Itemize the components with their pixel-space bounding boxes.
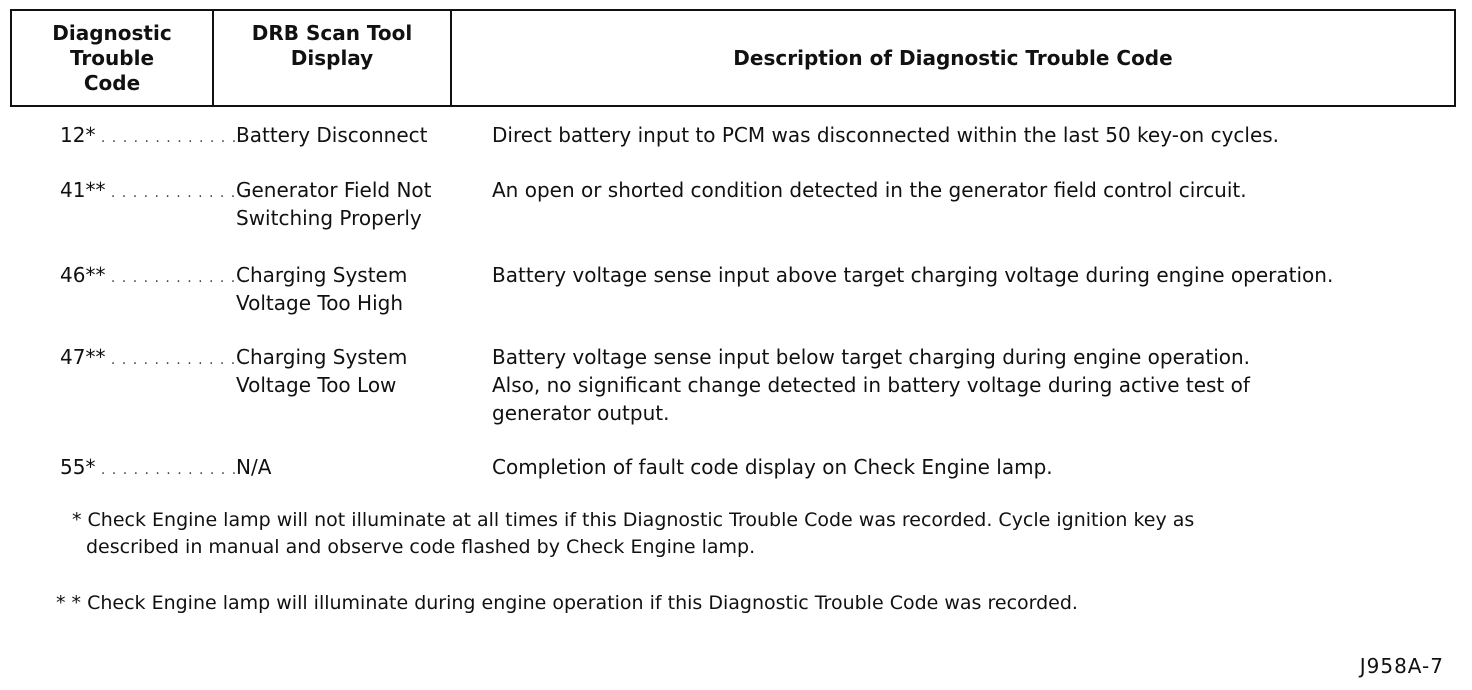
header-code-line: Trouble (69, 45, 155, 70)
header-trouble-code (12, 11, 214, 105)
scan-tool-display: Charging System Voltage Too High (236, 263, 408, 315)
header-code-line: Code (83, 70, 141, 95)
header-drb-line: Display (290, 46, 374, 70)
trouble-code: 47** . . . . . . . . . . . . . (60, 345, 248, 369)
header-drb-line: DRB Scan Tool (251, 21, 413, 45)
code-description: Battery voltage sense input above target charging voltage during engine operation. (492, 263, 1334, 287)
header-code-line: Diagnostic (52, 20, 172, 45)
trouble-code: 46** . . . . . . . . . . . . . (60, 263, 248, 287)
code-description: Completion of fault code display on Check Engine lamp. (492, 455, 1053, 479)
code-description: An open or shorted condition detected in the generator field control circuit. (492, 178, 1247, 202)
code-description: Direct battery input to PCM was disconnected within the last 50 key-on cycles. (492, 123, 1280, 147)
code-description: Battery voltage sense input below target charging during engine operation. Also, no significant change detected in battery voltage during active test of generator output. (492, 345, 1251, 425)
footnote-single-star: * Check Engine lamp will not illuminate at all times if this Diagnostic Trouble Code was recorded. Cycle ignition key as described in manual and observe code flashed by Check Engine lamp. (72, 509, 1195, 558)
trouble-code: 41** . . . . . . . . . . . . . (60, 178, 248, 202)
table-header (10, 9, 1456, 107)
scan-tool-display: Battery Disconnect (236, 123, 428, 147)
header-drb-display (214, 11, 452, 105)
figure-id: J958A-7 (1359, 654, 1444, 678)
trouble-code: 55* . . . . . . . . . . . . . (60, 455, 238, 479)
scan-tool-display: N/A (236, 455, 272, 479)
trouble-code: 12* . . . . . . . . . . . . . (60, 123, 238, 147)
scan-tool-display: Charging System Voltage Too Low (236, 345, 408, 397)
scan-tool-display: Generator Field Not Switching Properly (236, 178, 432, 230)
header-description: Description of Diagnostic Trouble Code (733, 45, 1173, 70)
footnote-double-star: * * Check Engine lamp will illuminate during engine operation if this Diagnostic Trouble Code was recorded. (56, 592, 1078, 614)
